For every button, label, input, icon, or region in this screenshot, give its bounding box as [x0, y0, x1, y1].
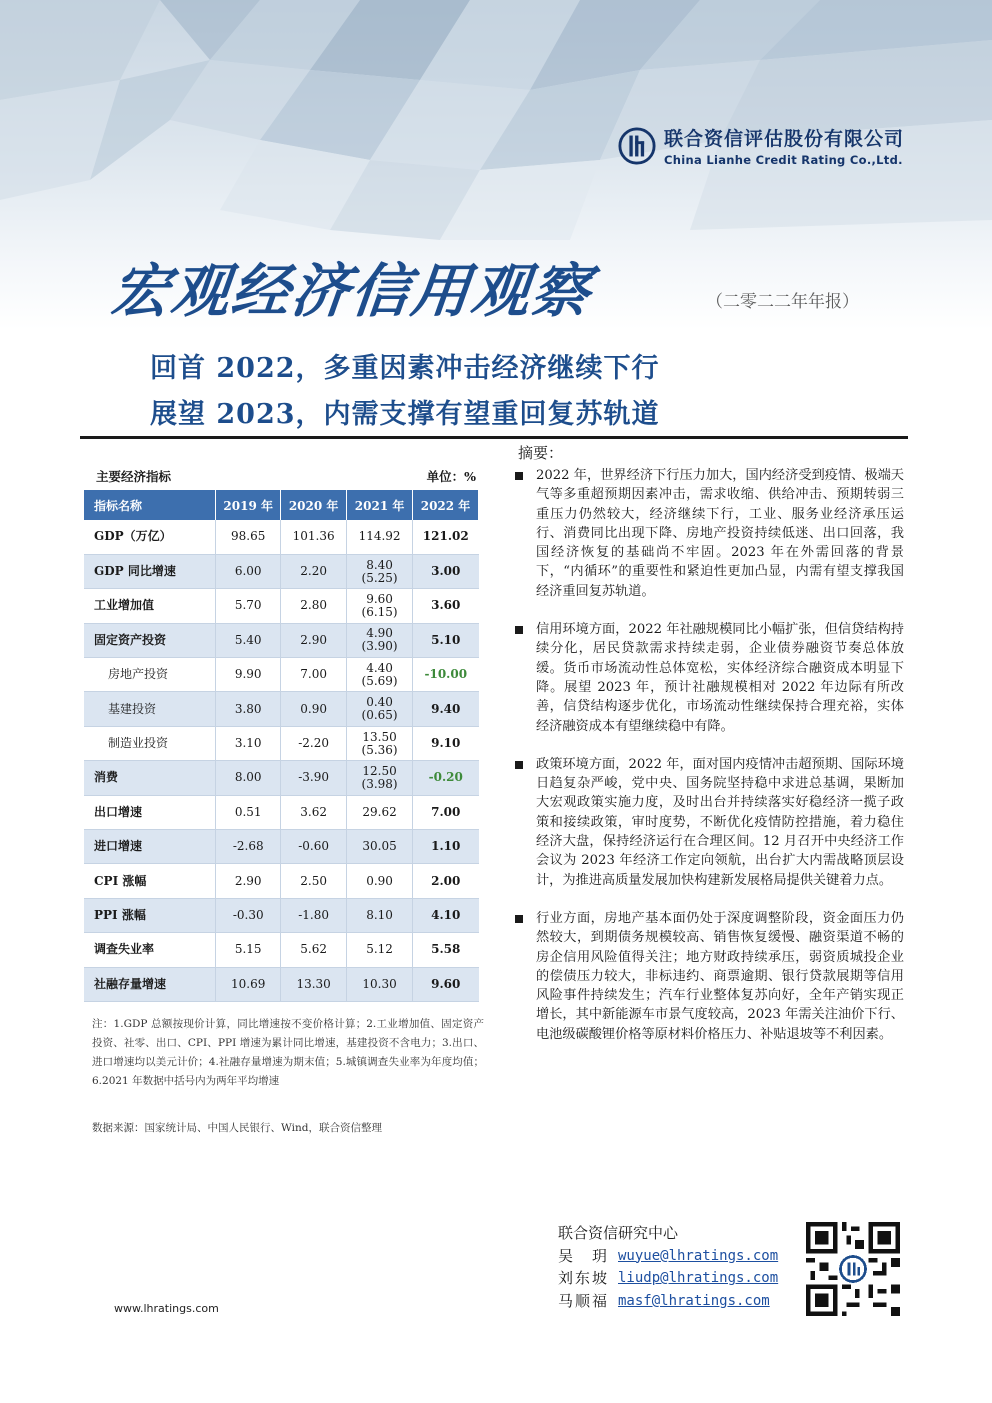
value-cell: 5.40 — [216, 623, 281, 657]
value-two-year-average: (3.90) — [361, 639, 398, 654]
data-source: 数据来源：国家统计局、中国人民银行、Wind，联合资信整理 — [92, 1122, 382, 1134]
summary-item — [514, 755, 904, 890]
table-header-row — [84, 490, 479, 520]
indicator-name-cell: 出口增速 — [84, 795, 216, 829]
section-divider — [80, 436, 908, 439]
value-main: 12.50 — [362, 763, 397, 778]
contact-email-link[interactable]: wuyue@lhratings.com — [618, 1247, 779, 1264]
value-cell: 114.92 — [347, 520, 413, 554]
value-cell: 2.90 — [281, 623, 347, 657]
bullet-square-icon — [515, 915, 523, 923]
value-cell: 7.00 — [281, 658, 347, 692]
value-cell: 29.62 — [347, 795, 413, 829]
value-two-year-average: (5.69) — [361, 673, 398, 688]
bullet-square-icon — [515, 472, 523, 480]
column-header: 2019 年 — [216, 490, 281, 520]
table-row — [84, 898, 479, 932]
table-caption — [96, 467, 476, 485]
company-logo — [618, 124, 904, 167]
website-url[interactable]: www.lhratings.com — [114, 1302, 219, 1315]
column-header: 指标名称 — [84, 490, 216, 520]
indicator-name-cell: 房地产投资 — [84, 658, 216, 692]
value-cell: 2.50 — [281, 864, 347, 898]
report-period: （二零二二年年报） — [706, 292, 859, 312]
table-title: 主要经济指标 — [96, 469, 172, 484]
value-cell: -0.20 — [413, 761, 479, 795]
value-cell: 9.60 — [413, 967, 479, 1001]
table-row — [84, 658, 479, 692]
value-main: 4.90 — [366, 626, 393, 641]
value-cell: 8.00 — [216, 761, 281, 795]
value-cell: -3.90 — [281, 761, 347, 795]
headline-review: 回首 2022，多重因素冲击经济继续下行 — [150, 353, 660, 384]
value-two-year-average: (3.98) — [361, 776, 398, 791]
table-row — [84, 795, 479, 829]
value-cell: 0.90 — [347, 864, 413, 898]
value-cell: 2.00 — [413, 864, 479, 898]
value-cell: 5.15 — [216, 933, 281, 967]
value-cell: 3.80 — [216, 692, 281, 726]
summary-text: 信用环境方面，2022 年社融规模同比小幅扩张，但信贷结构持续分化，居民贷款需求持续走弱，企业债券融资节奏总体放缓。货币市场流动性总体宽松，实体经济综合融资成本明显下降。展望 2023 年，预计社融规模相对 2022 年边际有所改善，信贷结构逐步优化，市场流动性继续保持合理充裕，实体经济融资成本有望继续稳中有降。 — [536, 622, 904, 734]
value-cell: 5.70 — [216, 589, 281, 623]
value-cell: 5.10 — [413, 623, 479, 657]
summary-heading: 摘要： — [518, 444, 564, 462]
qr-code-icon — [806, 1222, 900, 1316]
value-cell: 1.10 — [413, 830, 479, 864]
indicator-name-cell: 固定资产投资 — [84, 623, 216, 657]
value-cell: 2.90 — [216, 864, 281, 898]
summary-item — [514, 909, 904, 1044]
value-cell: 3.62 — [281, 795, 347, 829]
summary-text: 行业方面，房地产基本面仍处于深度调整阶段，资金面压力仍然较大，到期债务规模较高、销售恢复缓慢、融资渠道不畅的房企信用风险值得关注；地方财政持续承压，弱资质城投企业的偿债压力较大，非标违约、商票逾期、银行贷款展期等信用风险事件持续发生；汽车行业整体复苏向好，全年产销实现正增长，其中新能源车市景气度较高，2023 年需关注油价下行、电池级碳酸锂价格等原材料价格压力、补贴退坡等不利因素。 — [536, 910, 904, 1042]
column-header: 2022 年 — [413, 490, 479, 520]
value-two-year-average: (5.36) — [361, 742, 398, 757]
indicator-name-cell: 社融存量增速 — [84, 967, 216, 1001]
table-row — [84, 864, 479, 898]
value-cell: 101.36 — [281, 520, 347, 554]
value-cell: 98.65 — [216, 520, 281, 554]
value-cell: 10.69 — [216, 967, 281, 1001]
contact-email-link[interactable]: liudp@lhratings.com — [618, 1270, 779, 1286]
value-main: 4.40 — [366, 660, 393, 675]
value-two-year-average: (0.65) — [361, 708, 398, 723]
indicator-name-cell: GDP 同比增速 — [84, 554, 216, 588]
value-cell — [347, 761, 413, 795]
value-cell — [347, 589, 413, 623]
economic-indicators-table — [84, 490, 479, 1002]
bullet-square-icon — [515, 761, 523, 769]
table-row — [84, 933, 479, 967]
table-row — [84, 726, 479, 760]
table-row — [84, 761, 479, 795]
bullet-square-icon — [515, 626, 523, 634]
contact-row — [558, 1267, 778, 1290]
contact-email-link[interactable]: masf@lhratings.com — [618, 1292, 770, 1309]
indicator-name-cell: 消费 — [84, 761, 216, 795]
table-notes: 注：1.GDP 总额按现价计算，同比增速按不变价格计算；2.工业增加值、固定资产投资、社零、出口、CPI、PPI 增速为累计同比增速，基建投资不含电力；3.出口、进口增速均以美元计价；4.社融存量增速为期末值；5.城镇调查失业率为年度均值；6.2021 年数据中括号内为两年平均增速 — [92, 1018, 484, 1087]
value-cell: 2.80 — [281, 589, 347, 623]
value-cell: -0.30 — [216, 898, 281, 932]
table-row — [84, 830, 479, 864]
value-cell: 0.90 — [281, 692, 347, 726]
contact-name: 刘东坡 — [558, 1269, 610, 1287]
value-cell: 2.20 — [281, 554, 347, 588]
indicator-name-cell: 进口增速 — [84, 830, 216, 864]
lianhe-logo-icon — [618, 127, 656, 165]
table-row — [84, 967, 479, 1001]
value-cell: -1.80 — [281, 898, 347, 932]
indicator-name-cell: 工业增加值 — [84, 589, 216, 623]
value-cell: 3.10 — [216, 726, 281, 760]
contact-name: 吴 玥 — [558, 1246, 610, 1265]
value-cell — [347, 692, 413, 726]
value-two-year-average: (6.15) — [361, 604, 398, 619]
value-cell: 8.10 — [347, 898, 413, 932]
table-row — [84, 554, 479, 588]
summary-item — [514, 466, 904, 601]
value-cell: 5.12 — [347, 933, 413, 967]
value-main: 0.40 — [366, 695, 393, 710]
value-cell: -0.60 — [281, 830, 347, 864]
value-cell: 6.00 — [216, 554, 281, 588]
headline-outlook: 展望 2023，内需支撑有望重回复苏轨道 — [150, 399, 660, 430]
value-cell — [347, 726, 413, 760]
value-cell: 9.10 — [413, 726, 479, 760]
value-cell — [347, 623, 413, 657]
value-cell: 0.51 — [216, 795, 281, 829]
value-main: 13.50 — [362, 729, 397, 744]
value-cell: 7.00 — [413, 795, 479, 829]
contact-row — [558, 1290, 778, 1313]
indicator-name-cell: 基建投资 — [84, 692, 216, 726]
indicator-name-cell: 制造业投资 — [84, 726, 216, 760]
value-cell: -10.00 — [413, 658, 479, 692]
indicator-name-cell: CPI 涨幅 — [84, 864, 216, 898]
table-unit: 单位：% — [426, 469, 476, 484]
value-cell: -2.20 — [281, 726, 347, 760]
company-name-cn: 联合资信评估股份有限公司 — [664, 128, 905, 150]
summary-text: 政策环境方面，2022 年，面对国内疫情冲击超预期、国际环境日趋复杂严峻，党中央、国务院坚持稳中求进总基调，果断加大宏观政策实施力度，及时出台并持续落实好稳经济一揽子政策和接续政策，审时度势，不断优化疫情防控措施，着力稳住经济大盘，保持经济运行在合理区间。12 月召开中央经济工作会议为 2023 年经济工作定向领航，出台扩大内需战略顶层设计，为推进高质量发展加快构建新发展格局提供关键着力点。 — [536, 756, 904, 888]
value-main: 8.40 — [366, 557, 393, 572]
value-cell: 5.62 — [281, 933, 347, 967]
value-cell: 30.05 — [347, 830, 413, 864]
value-cell: 5.58 — [413, 933, 479, 967]
column-header: 2021 年 — [347, 490, 413, 520]
value-cell: 13.30 — [281, 967, 347, 1001]
value-two-year-average: (5.25) — [361, 570, 398, 585]
value-cell: 10.30 — [347, 967, 413, 1001]
table-row — [84, 692, 479, 726]
column-header: 2020 年 — [281, 490, 347, 520]
indicator-name-cell: GDP（万亿） — [84, 520, 216, 554]
table-row — [84, 589, 479, 623]
value-cell — [347, 554, 413, 588]
contact-block — [558, 1222, 778, 1312]
value-cell: 3.60 — [413, 589, 479, 623]
company-name-en: China Lianhe Credit Rating Co.,Ltd. — [664, 153, 903, 167]
contact-row — [558, 1245, 778, 1268]
summary-text: 2022 年，世界经济下行压力加大，国内经济受到疫情、极端天气等多重超预期因素冲击，需求收缩、供给冲击、预期转弱三重压力仍然较大，经济继续下行，工业、服务业经济承压运行、消费同比出现下降、房地产投资持续低迷、出口回落，我国经济恢复的基础尚不牢固。2023 年在外需回落的背景下，“内循环”的重要性和紧迫性更加凸显，内需有望支撑我国经济重回复苏轨道。 — [536, 468, 904, 599]
value-cell: 4.10 — [413, 898, 479, 932]
summary-section — [514, 466, 904, 1063]
value-cell: 121.02 — [413, 520, 479, 554]
table-row — [84, 520, 479, 554]
indicator-name-cell: PPI 涨幅 — [84, 898, 216, 932]
indicator-name-cell: 调查失业率 — [84, 933, 216, 967]
value-cell: 3.00 — [413, 554, 479, 588]
table-row — [84, 623, 479, 657]
value-cell: 9.40 — [413, 692, 479, 726]
value-cell — [347, 658, 413, 692]
report-title: 宏观经济信用观察 — [107, 257, 596, 325]
summary-item — [514, 620, 904, 736]
value-cell: 9.90 — [216, 658, 281, 692]
research-center-name: 联合资信研究中心 — [558, 1224, 679, 1242]
value-main: 9.60 — [366, 591, 393, 606]
contact-name: 马顺福 — [558, 1291, 610, 1310]
value-cell: -2.68 — [216, 830, 281, 864]
